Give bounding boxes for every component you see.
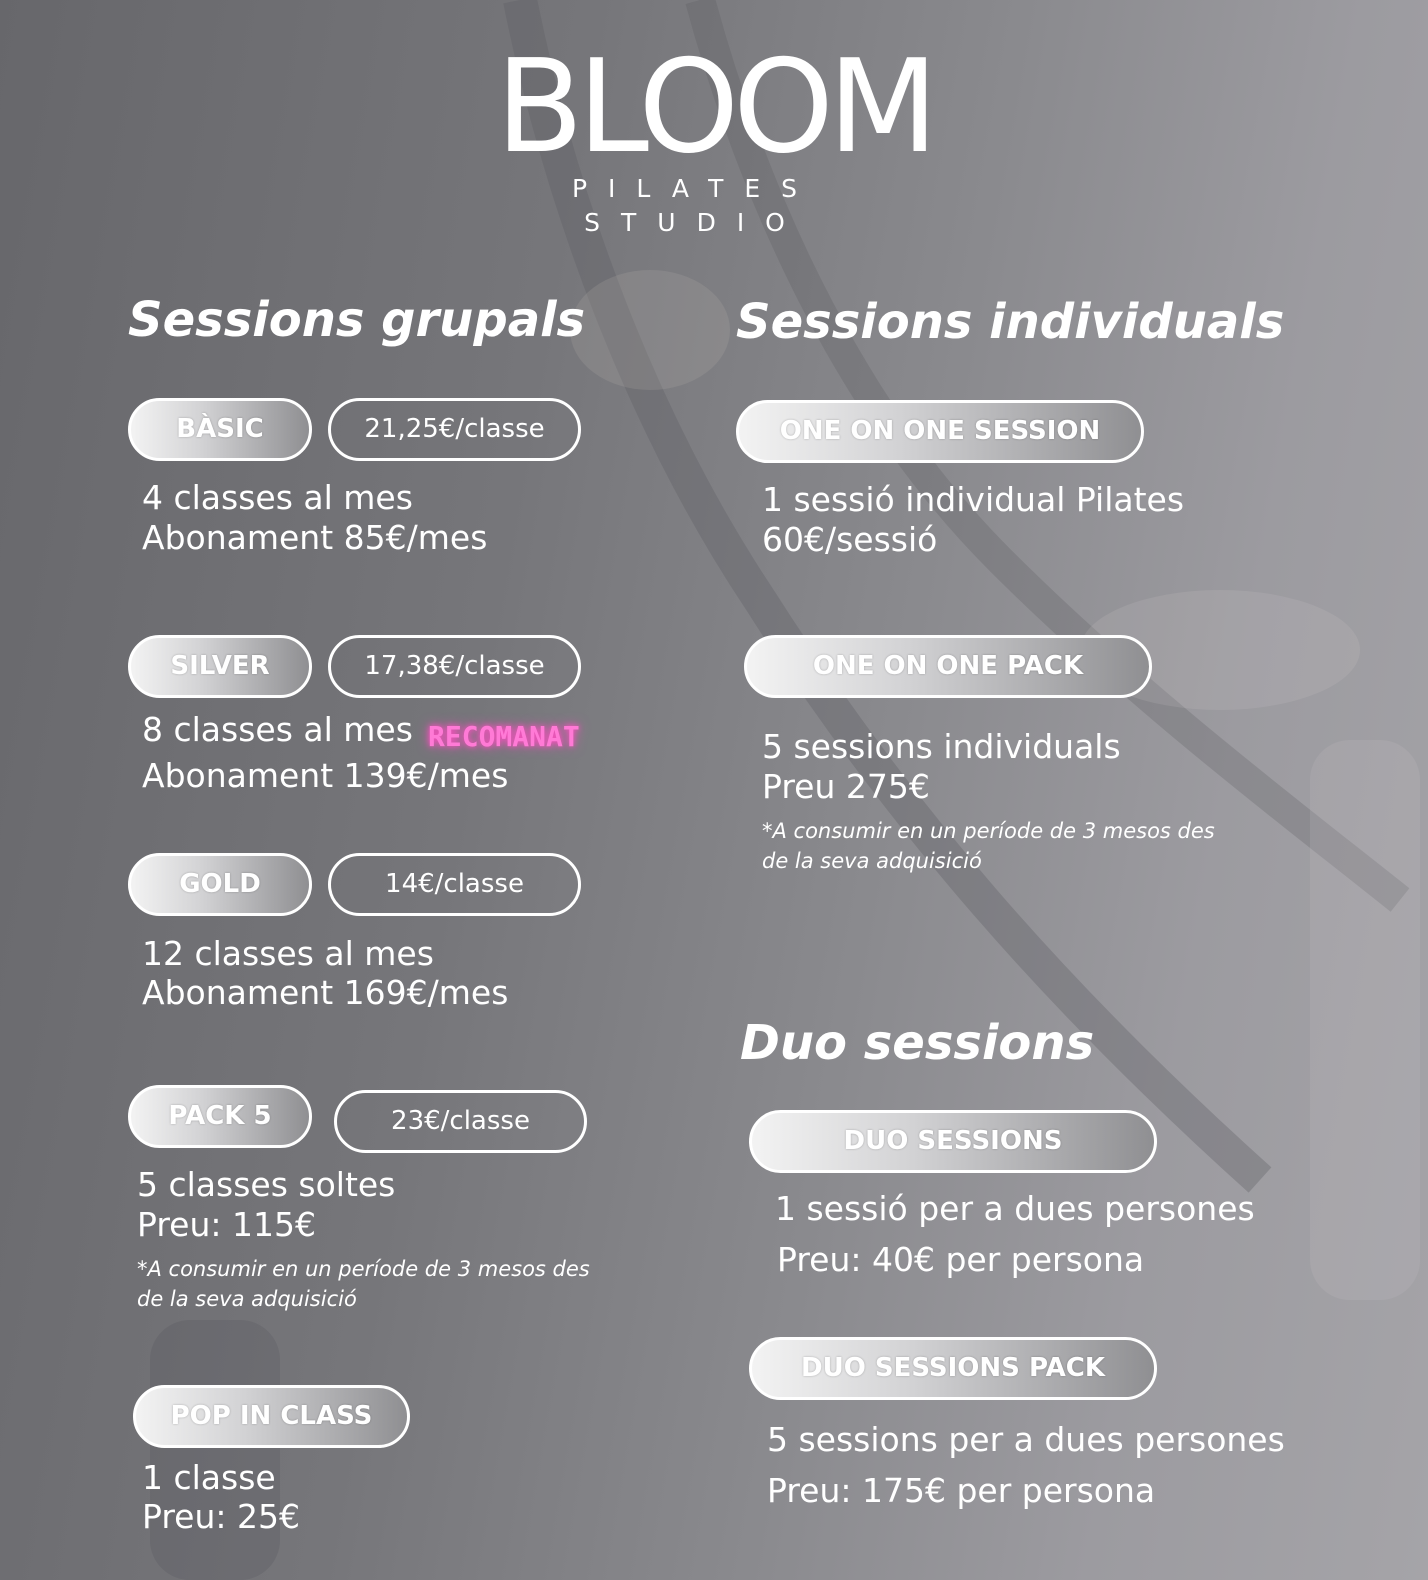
plan-duo-sessions-pill: DUO SESSIONS bbox=[749, 1110, 1157, 1173]
plan-popin-line1: 1 classe bbox=[142, 1458, 276, 1497]
plan-basic-line2: Abonament 85€/mes bbox=[142, 518, 488, 557]
individual-sessions-title: Sessions individuals bbox=[736, 294, 1285, 350]
plan-pack5-line1: 5 classes soltes bbox=[137, 1165, 396, 1204]
plan-gold-price: 14€/classe bbox=[328, 853, 581, 916]
plan-popin-line2: Preu: 25€ bbox=[142, 1497, 300, 1536]
plan-one-on-one-session-line1: 1 sessió individual Pilates bbox=[762, 480, 1185, 519]
plan-one-on-one-pack-note1: *A consumir en un període de 3 mesos des bbox=[762, 819, 1215, 843]
plan-one-on-one-pack-line2: Preu 275€ bbox=[762, 767, 930, 806]
plan-duo-sessions-pack-line1: 5 sessions per a dues persones bbox=[767, 1420, 1285, 1459]
plan-silver-line2: Abonament 139€/mes bbox=[142, 756, 509, 795]
plan-basic-pill: BÀSIC bbox=[128, 398, 312, 461]
logo-title: BLOOM bbox=[495, 33, 933, 182]
plan-silver-pill: SILVER bbox=[128, 635, 312, 698]
plan-duo-sessions-line1: 1 sessió per a dues persones bbox=[775, 1189, 1255, 1228]
duo-sessions-title: Duo sessions bbox=[740, 1015, 1095, 1071]
logo-subtitle: PILATES STUDIO bbox=[571, 174, 819, 237]
group-sessions-title: Sessions grupals bbox=[128, 292, 586, 348]
plan-basic-price: 21,25€/classe bbox=[328, 398, 581, 461]
plan-popin-pill: POP IN CLASS bbox=[133, 1385, 410, 1448]
plan-one-on-one-session-line2: 60€/sessió bbox=[762, 520, 938, 559]
plan-one-on-one-pack-pill: ONE ON ONE PACK bbox=[744, 635, 1152, 698]
plan-one-on-one-session-pill: ONE ON ONE SESSION bbox=[736, 400, 1144, 463]
plan-gold-pill: GOLD bbox=[128, 853, 312, 916]
plan-silver-line1: 8 classes al mes bbox=[142, 710, 413, 749]
plan-duo-sessions-pack-line2: Preu: 175€ per persona bbox=[767, 1471, 1156, 1510]
plan-silver-price: 17,38€/classe bbox=[328, 635, 581, 698]
plan-duo-sessions-pack-pill: DUO SESSIONS PACK bbox=[749, 1337, 1157, 1400]
plan-pack5-note2: de la seva adquisició bbox=[137, 1287, 357, 1311]
plan-one-on-one-pack-note2: de la seva adquisició bbox=[762, 849, 982, 873]
plan-pack5-line2: Preu: 115€ bbox=[137, 1205, 316, 1244]
plan-duo-sessions-line2: Preu: 40€ per persona bbox=[777, 1240, 1145, 1279]
plan-gold-line2: Abonament 169€/mes bbox=[142, 973, 509, 1012]
recommended-badge: RECOMANAT bbox=[428, 720, 580, 753]
plan-gold-line1: 12 classes al mes bbox=[142, 934, 434, 973]
plan-pack5-price: 23€/classe bbox=[334, 1090, 587, 1153]
plan-pack5-pill: PACK 5 bbox=[128, 1085, 312, 1148]
plan-pack5-note1: *A consumir en un període de 3 mesos des bbox=[137, 1257, 590, 1281]
plan-basic-line1: 4 classes al mes bbox=[142, 478, 413, 517]
plan-one-on-one-pack-line1: 5 sessions individuals bbox=[762, 727, 1121, 766]
